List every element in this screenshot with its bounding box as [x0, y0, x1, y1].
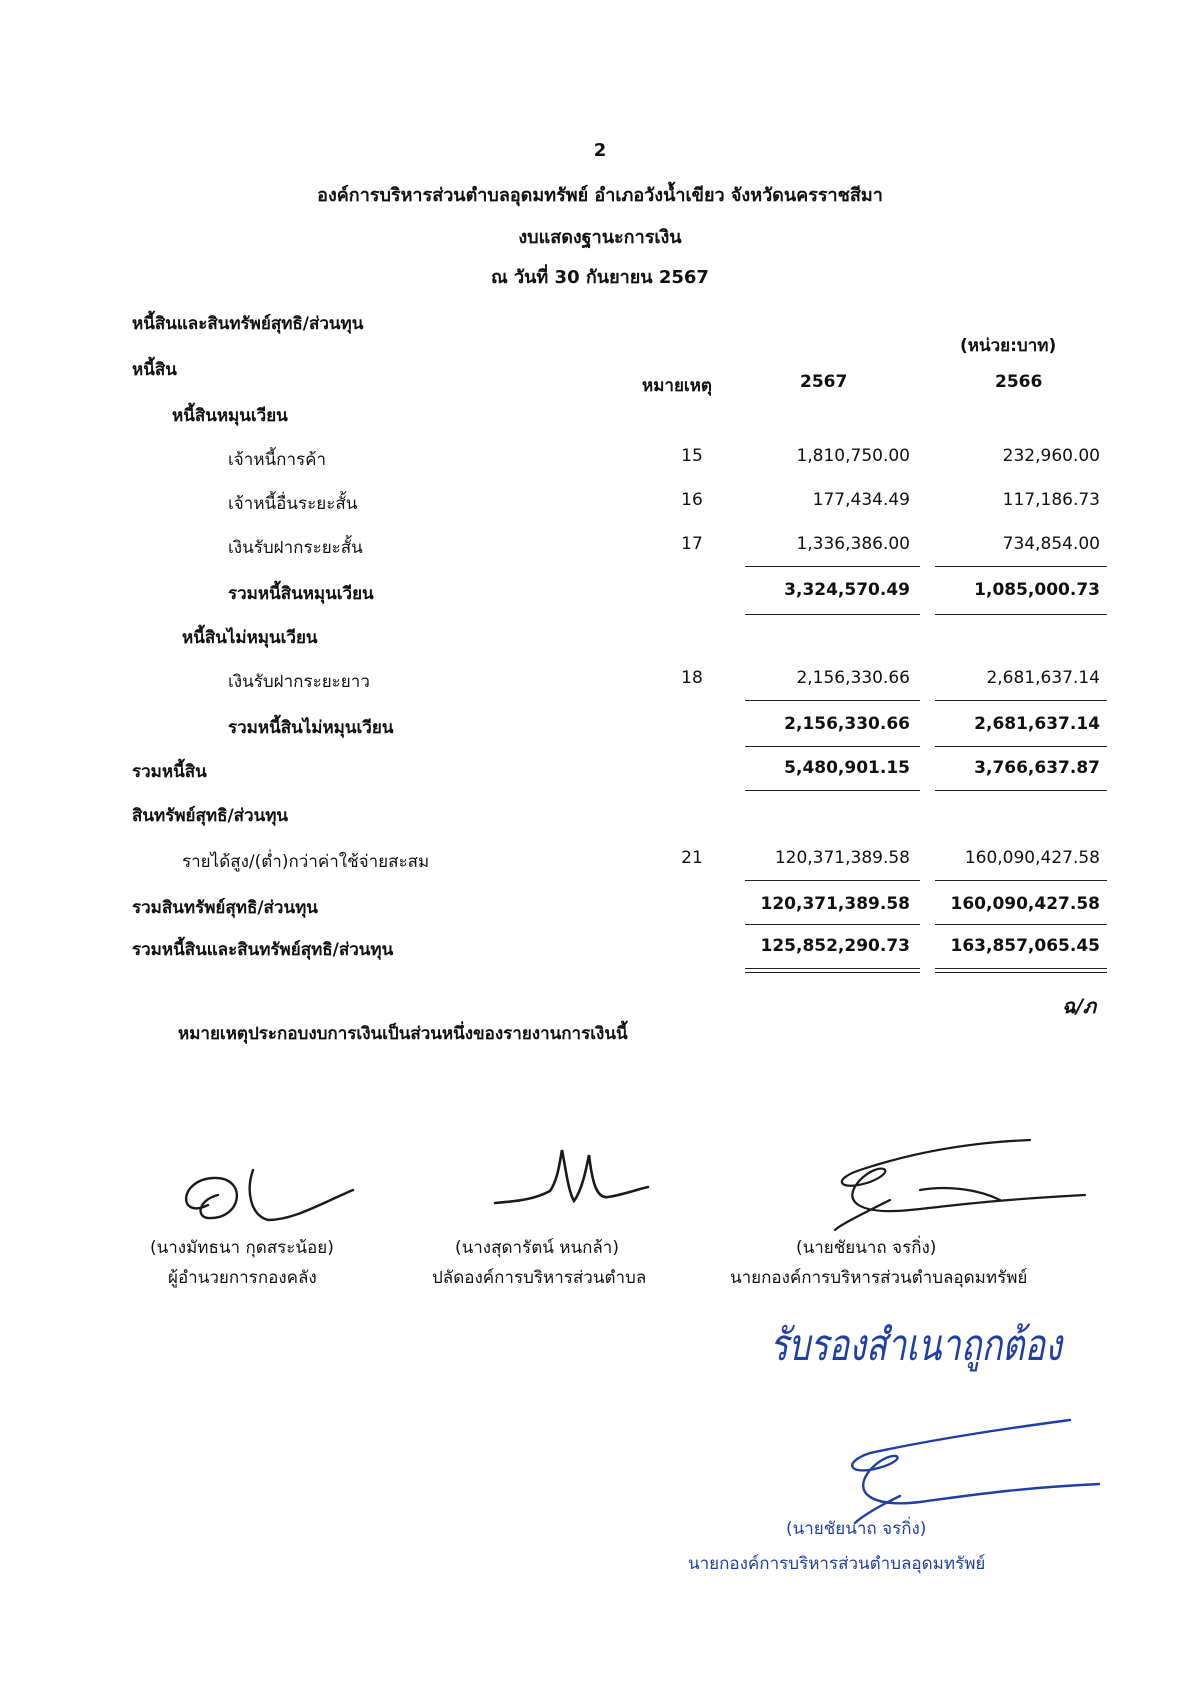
- liabilities-total-2566: 3,766,637.87: [974, 758, 1100, 778]
- subtotal-rule-2566: [935, 790, 1107, 791]
- noncurrent-liabilities-heading: หนี้สินไม่หมุนเวียน: [182, 628, 318, 648]
- row-label: เงินรับฝากระยะยาว: [228, 672, 370, 692]
- subtotal-rule-2567: [745, 924, 920, 925]
- grand-total-label: รวมหนี้สินและสินทรัพย์สุทธิ/ส่วนทุน: [132, 940, 394, 960]
- current-total-2567: 3,324,570.49: [784, 580, 910, 600]
- equity-total-label: รวมสินทรัพย์สุทธิ/ส่วนทุน: [132, 898, 318, 918]
- row-value-2566: 160,090,427.58: [964, 848, 1100, 868]
- page-number: 2: [593, 140, 607, 161]
- organization-name: องค์การบริหารส่วนตำบลอุดมทรัพย์ อำเภอวังน้ำเขียว จังหวัดนครราชสีมา: [317, 185, 883, 206]
- row-note: 18: [681, 668, 703, 688]
- handwritten-initials: ฉ/ภ: [1062, 994, 1097, 1018]
- signatory-name-2: (นางสุดารัตน์ หนกล้า): [455, 1238, 619, 1258]
- noncurrent-total-2566: 2,681,637.14: [974, 714, 1100, 734]
- row-value-2567: 120,371,389.58: [774, 848, 910, 868]
- unit-label: (หน่วย:บาท): [960, 336, 1057, 356]
- row-value-2566: 2,681,637.14: [986, 668, 1100, 688]
- liabilities-total-label: รวมหนี้สิน: [132, 762, 207, 782]
- row-note: 17: [681, 534, 703, 554]
- certification-name: (นายชัยนาถ จรกิ่ง): [786, 1519, 927, 1539]
- noncurrent-total-label: รวมหนี้สินไม่หมุนเวียน: [228, 718, 394, 738]
- current-liabilities-heading: หนี้สินหมุนเวียน: [172, 406, 288, 426]
- certification-title: นายกองค์การบริหารส่วนตำบลอุดมทรัพย์: [688, 1554, 986, 1574]
- subtotal-rule-2566: [935, 614, 1107, 615]
- row-value-2566: 734,854.00: [1002, 534, 1100, 554]
- certification-signature: [800, 1408, 1100, 1528]
- subtotal-rule-2566: [935, 700, 1107, 701]
- row-note: 21: [681, 848, 703, 868]
- signatory-title-3: นายกองค์การบริหารส่วนตำบลอุดมทรัพย์: [730, 1268, 1028, 1288]
- statement-date: ณ วันที่ 30 กันยายน 2567: [491, 267, 709, 288]
- col-2567-header: 2567: [800, 372, 848, 392]
- subtotal-rule-2567: [745, 614, 920, 615]
- subtotal-rule-2567: [745, 746, 920, 747]
- liabilities-total-2567: 5,480,901.15: [784, 758, 910, 778]
- signatory-name-1: (นางมัทธนา กุดสระน้อย): [150, 1238, 334, 1258]
- equity-total-2566: 160,090,427.58: [950, 894, 1100, 914]
- subtotal-rule-2567: [745, 700, 920, 701]
- row-note: 16: [681, 490, 703, 510]
- row-label: เจ้าหนี้การค้า: [228, 450, 327, 470]
- row-value-2566: 117,186.73: [1002, 490, 1100, 510]
- subtotal-rule-2567: [745, 790, 920, 791]
- footnote: หมายเหตุประกอบงบการเงินเป็นส่วนหนึ่งของรายงานการเงินนี้: [178, 1024, 628, 1044]
- subtotal-rule-2567: [745, 880, 920, 881]
- subtotal-rule-2566: [935, 924, 1107, 925]
- noncurrent-total-2567: 2,156,330.66: [784, 714, 910, 734]
- row-value-2567: 1,336,386.00: [796, 534, 910, 554]
- subtotal-rule-2567: [745, 566, 920, 567]
- grand-total-2567: 125,852,290.73: [760, 936, 910, 956]
- row-label: เจ้าหนี้อื่นระยะสั้น: [228, 494, 358, 514]
- col-note-header: หมายเหตุ: [642, 376, 712, 396]
- section-title: หนี้สินและสินทรัพย์สุทธิ/ส่วนทุน: [132, 314, 364, 334]
- row-label: เงินรับฝากระยะสั้น: [228, 538, 363, 558]
- col-2566-header: 2566: [995, 372, 1043, 392]
- statement-title: งบแสดงฐานะการเงิน: [518, 227, 682, 248]
- subtotal-rule-2566: [935, 746, 1107, 747]
- row-value-2566: 232,960.00: [1002, 446, 1100, 466]
- subtotal-rule-2566: [935, 566, 1107, 567]
- equity-total-2567: 120,371,389.58: [760, 894, 910, 914]
- signature-treasury-director: [168, 1150, 358, 1240]
- row-value-2567: 2,156,330.66: [796, 668, 910, 688]
- row-label: รายได้สูง/(ต่ำ)กว่าค่าใช้จ่ายสะสม: [182, 852, 430, 872]
- equity-heading: สินทรัพย์สุทธิ/ส่วนทุน: [132, 806, 289, 826]
- signatory-title-2: ปลัดองค์การบริหารส่วนตำบล: [432, 1268, 647, 1288]
- current-total-label: รวมหนี้สินหมุนเวียน: [228, 584, 374, 604]
- row-value-2567: 177,434.49: [812, 490, 910, 510]
- signatory-name-3: (นายชัยนาถ จรกิ่ง): [796, 1238, 937, 1258]
- certified-copy-stamp: รับรองสำเนาถูกต้อง: [770, 1320, 1062, 1371]
- signatory-title-1: ผู้อำนวยการกองคลัง: [168, 1268, 317, 1288]
- liabilities-heading: หนี้สิน: [132, 360, 177, 380]
- double-rule-2567: [745, 968, 920, 973]
- row-value-2567: 1,810,750.00: [796, 446, 910, 466]
- current-total-2566: 1,085,000.73: [974, 580, 1100, 600]
- subtotal-rule-2566: [935, 880, 1107, 881]
- signature-chief-administrator: [490, 1135, 650, 1215]
- double-rule-2566: [935, 968, 1107, 973]
- row-note: 15: [681, 446, 703, 466]
- grand-total-2566: 163,857,065.45: [950, 936, 1100, 956]
- signature-mayor: [800, 1120, 1100, 1240]
